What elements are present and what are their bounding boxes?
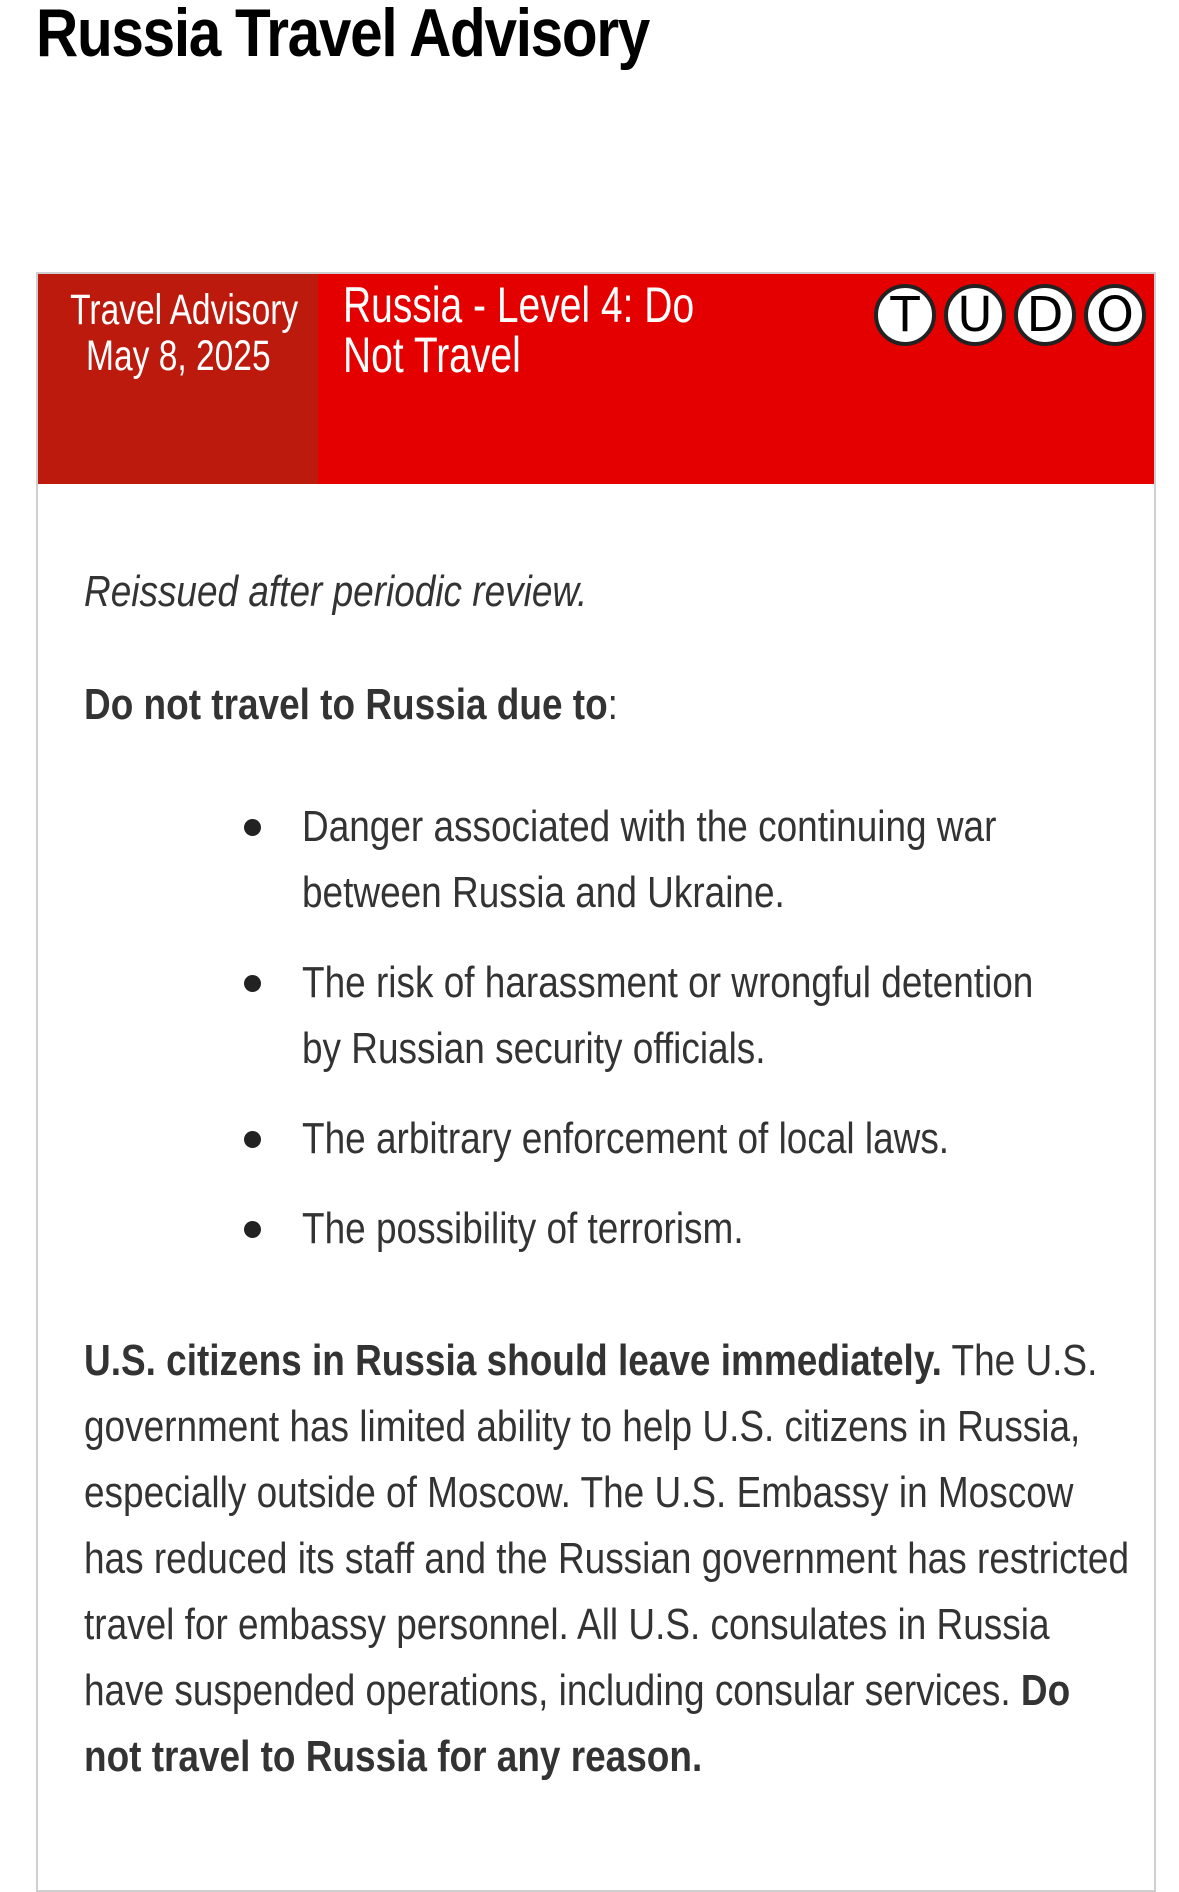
indicator-u-badge[interactable]: U bbox=[944, 284, 1006, 346]
indicator-o-badge[interactable]: O bbox=[1084, 284, 1146, 346]
advisory-header bbox=[38, 274, 1154, 484]
bullet-icon bbox=[244, 1131, 261, 1148]
advisory-level-title-text: Russia - Level 4: Do Not Travel bbox=[343, 277, 695, 383]
reason-text: The arbitrary enforcement of local laws. bbox=[302, 1114, 950, 1163]
reissued-note: Reissued after periodic review. bbox=[84, 567, 588, 616]
reason-text: The risk of harassment or wrongful detention by Russian security officials. bbox=[302, 958, 1034, 1073]
page-title: Russia Travel Advisory bbox=[36, 0, 650, 71]
risk-indicators bbox=[874, 284, 1146, 346]
intro-colon: : bbox=[607, 680, 618, 729]
leave-text: The U.S. government has limited ability to help U.S. citizens in Russia, especially outside of Moscow. The U.S. Embassy in Moscow has reduced its staff and the Russian government has restricted travel for embassy personnel. All U.S. consulates in Russia have suspended operations, including consular services. bbox=[84, 1336, 1130, 1715]
advisory-date-label: Travel Advisory bbox=[70, 286, 299, 334]
intro-heading-text: Do not travel to Russia due to bbox=[84, 680, 608, 729]
advisory-date-panel bbox=[38, 274, 318, 484]
leave-paragraph bbox=[84, 1328, 1134, 1790]
bullet-icon bbox=[244, 819, 261, 836]
bullet-icon bbox=[244, 1221, 261, 1238]
advisory-date: May 8, 2025 bbox=[85, 332, 271, 380]
leave-heading: U.S. citizens in Russia should leave immediately. bbox=[84, 1336, 942, 1385]
intro-heading bbox=[84, 680, 618, 730]
bullet-icon bbox=[244, 975, 261, 992]
advisory-level-title[interactable] bbox=[343, 277, 756, 383]
indicator-t-badge[interactable]: T bbox=[874, 284, 936, 346]
indicator-d-badge[interactable]: D bbox=[1014, 284, 1076, 346]
closing-statement: Do not travel to Russia for any reason. bbox=[84, 1666, 1071, 1781]
reason-text: The possibility of terrorism. bbox=[302, 1204, 744, 1253]
reason-text: Danger associated with the continuing war between Russia and Ukraine. bbox=[302, 802, 997, 917]
